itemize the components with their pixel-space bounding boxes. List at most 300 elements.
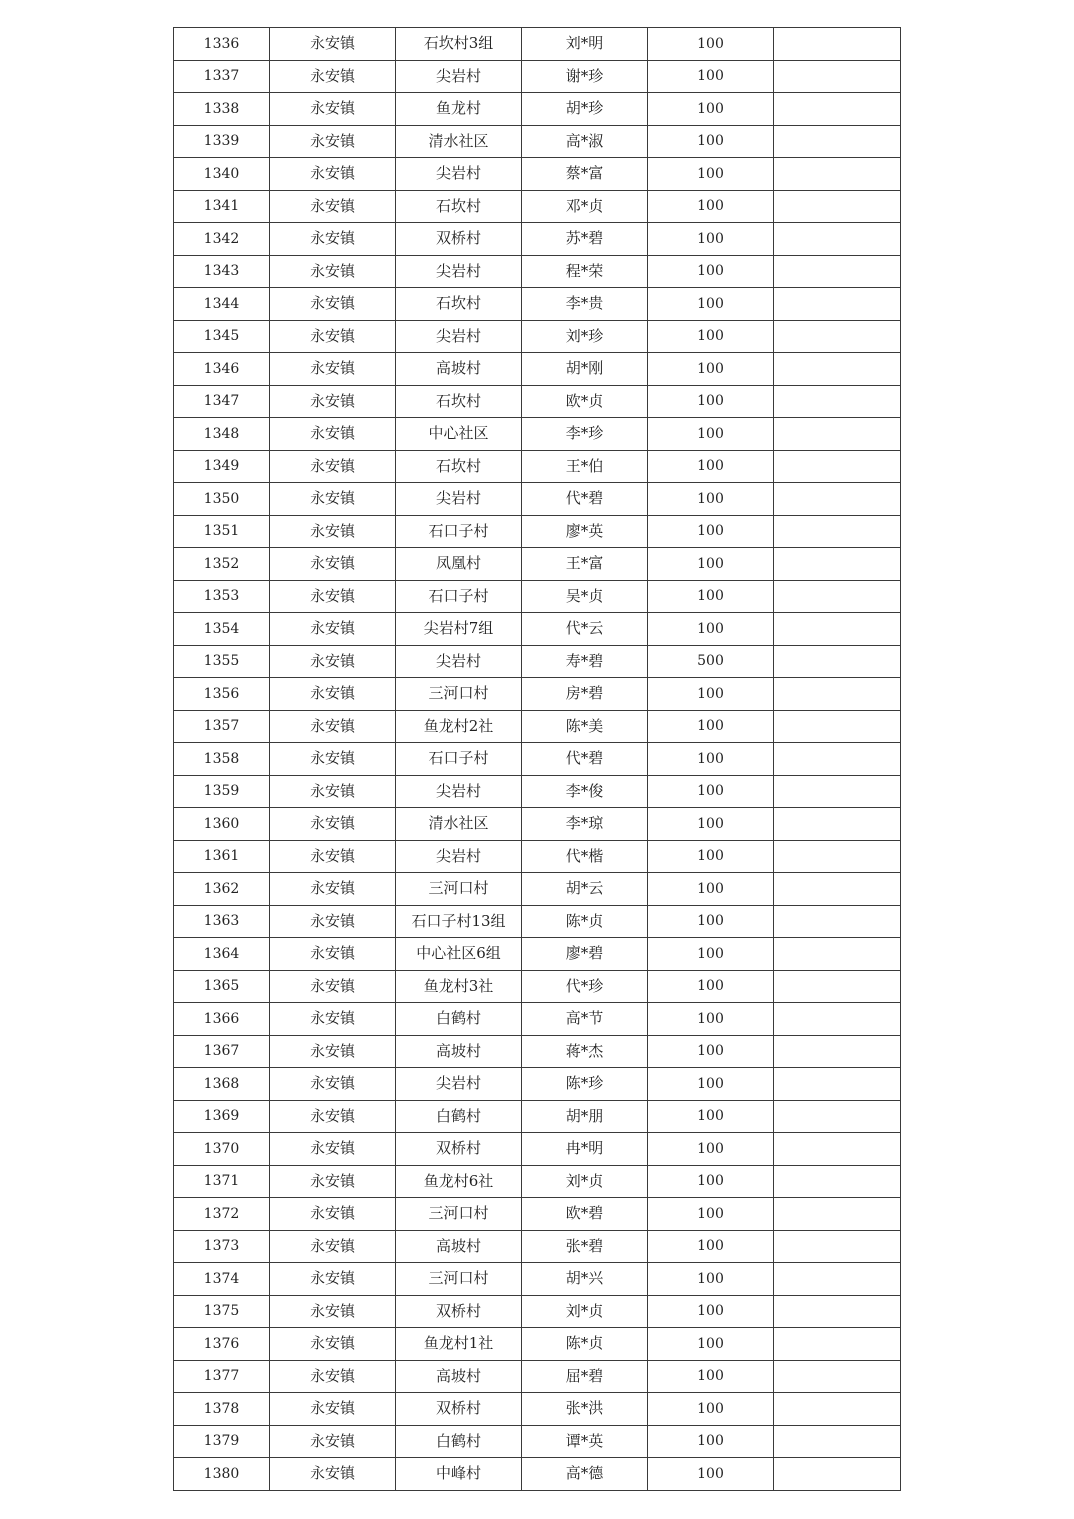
remark-cell: [774, 1328, 901, 1361]
remark-cell: [774, 1295, 901, 1328]
serial-number-cell: 1342: [174, 223, 270, 256]
remark-cell: [774, 385, 901, 418]
village-cell: 石口子村13组: [396, 905, 522, 938]
name-cell: 刘*珍: [522, 320, 648, 353]
table-row: [174, 158, 901, 191]
amount-cell: 100: [648, 190, 774, 223]
town-cell: 永安镇: [270, 1328, 396, 1361]
table-row: [174, 1425, 901, 1458]
village-cell: 鱼龙村3社: [396, 970, 522, 1003]
name-cell: 代*珍: [522, 970, 648, 1003]
table-row: [174, 418, 901, 451]
town-cell: 永安镇: [270, 483, 396, 516]
village-cell: 尖岩村: [396, 775, 522, 808]
table-row: [174, 840, 901, 873]
village-cell: 清水社区: [396, 125, 522, 158]
serial-number-cell: 1367: [174, 1035, 270, 1068]
village-cell: 尖岩村: [396, 483, 522, 516]
amount-cell: 100: [648, 970, 774, 1003]
town-cell: 永安镇: [270, 418, 396, 451]
amount-cell: 100: [648, 1458, 774, 1491]
table-row: [174, 28, 901, 61]
remark-cell: [774, 353, 901, 386]
name-cell: 王*伯: [522, 450, 648, 483]
remark-cell: [774, 1198, 901, 1231]
name-cell: 代*碧: [522, 743, 648, 776]
remark-cell: [774, 1458, 901, 1491]
amount-cell: 100: [648, 580, 774, 613]
village-cell: 尖岩村: [396, 1068, 522, 1101]
name-cell: 吴*贞: [522, 580, 648, 613]
serial-number-cell: 1370: [174, 1133, 270, 1166]
town-cell: 永安镇: [270, 158, 396, 191]
serial-number-cell: 1374: [174, 1263, 270, 1296]
village-cell: 鱼龙村: [396, 93, 522, 126]
name-cell: 张*洪: [522, 1393, 648, 1426]
remark-cell: [774, 873, 901, 906]
amount-cell: 100: [648, 775, 774, 808]
remark-cell: [774, 1035, 901, 1068]
town-cell: 永安镇: [270, 1360, 396, 1393]
town-cell: 永安镇: [270, 125, 396, 158]
town-cell: 永安镇: [270, 873, 396, 906]
remark-cell: [774, 60, 901, 93]
village-cell: 白鹤村: [396, 1003, 522, 1036]
amount-cell: 100: [648, 1328, 774, 1361]
serial-number-cell: 1358: [174, 743, 270, 776]
table-row: [174, 970, 901, 1003]
remark-cell: [774, 125, 901, 158]
amount-cell: 100: [648, 1035, 774, 1068]
remark-cell: [774, 678, 901, 711]
village-cell: 石口子村: [396, 743, 522, 776]
name-cell: 陈*珍: [522, 1068, 648, 1101]
town-cell: 永安镇: [270, 1133, 396, 1166]
name-cell: 刘*贞: [522, 1165, 648, 1198]
name-cell: 陈*贞: [522, 1328, 648, 1361]
village-cell: 鱼龙村2社: [396, 710, 522, 743]
remark-cell: [774, 1230, 901, 1263]
remark-cell: [774, 808, 901, 841]
town-cell: 永安镇: [270, 255, 396, 288]
table-row: [174, 613, 901, 646]
town-cell: 永安镇: [270, 970, 396, 1003]
remark-cell: [774, 320, 901, 353]
town-cell: 永安镇: [270, 1425, 396, 1458]
serial-number-cell: 1376: [174, 1328, 270, 1361]
remark-cell: [774, 158, 901, 191]
name-cell: 代*楷: [522, 840, 648, 873]
village-cell: 石坎村: [396, 288, 522, 321]
serial-number-cell: 1369: [174, 1100, 270, 1133]
serial-number-cell: 1349: [174, 450, 270, 483]
table-row: [174, 1100, 901, 1133]
serial-number-cell: 1380: [174, 1458, 270, 1491]
town-cell: 永安镇: [270, 548, 396, 581]
village-cell: 高坡村: [396, 1035, 522, 1068]
serial-number-cell: 1372: [174, 1198, 270, 1231]
town-cell: 永安镇: [270, 743, 396, 776]
table-row: [174, 483, 901, 516]
village-cell: 高坡村: [396, 353, 522, 386]
village-cell: 白鹤村: [396, 1100, 522, 1133]
village-cell: 中心社区: [396, 418, 522, 451]
village-cell: 鱼龙村1社: [396, 1328, 522, 1361]
name-cell: 胡*云: [522, 873, 648, 906]
table-row: [174, 255, 901, 288]
amount-cell: 100: [648, 1263, 774, 1296]
village-cell: 中心社区6组: [396, 938, 522, 971]
serial-number-cell: 1344: [174, 288, 270, 321]
remark-cell: [774, 1068, 901, 1101]
town-cell: 永安镇: [270, 808, 396, 841]
serial-number-cell: 1345: [174, 320, 270, 353]
remark-cell: [774, 840, 901, 873]
name-cell: 谭*英: [522, 1425, 648, 1458]
amount-cell: 100: [648, 1003, 774, 1036]
village-cell: 高坡村: [396, 1360, 522, 1393]
remark-cell: [774, 1165, 901, 1198]
amount-cell: 100: [648, 255, 774, 288]
table-row: [174, 450, 901, 483]
table-row: [174, 515, 901, 548]
amount-cell: 100: [648, 450, 774, 483]
town-cell: 永安镇: [270, 28, 396, 61]
town-cell: 永安镇: [270, 1295, 396, 1328]
table-row: [174, 320, 901, 353]
table-row: [174, 873, 901, 906]
town-cell: 永安镇: [270, 840, 396, 873]
serial-number-cell: 1364: [174, 938, 270, 971]
village-cell: 三河口村: [396, 678, 522, 711]
name-cell: 高*德: [522, 1458, 648, 1491]
table-row: [174, 1068, 901, 1101]
table-row: [174, 288, 901, 321]
remark-cell: [774, 970, 901, 1003]
town-cell: 永安镇: [270, 288, 396, 321]
name-cell: 代*云: [522, 613, 648, 646]
remark-cell: [774, 288, 901, 321]
amount-cell: 100: [648, 1393, 774, 1426]
remark-cell: [774, 1100, 901, 1133]
name-cell: 胡*兴: [522, 1263, 648, 1296]
name-cell: 寿*碧: [522, 645, 648, 678]
name-cell: 屈*碧: [522, 1360, 648, 1393]
amount-cell: 100: [648, 710, 774, 743]
amount-cell: 100: [648, 223, 774, 256]
name-cell: 冉*明: [522, 1133, 648, 1166]
remark-cell: [774, 515, 901, 548]
table-row: [174, 775, 901, 808]
table-row: [174, 548, 901, 581]
serial-number-cell: 1338: [174, 93, 270, 126]
serial-number-cell: 1348: [174, 418, 270, 451]
town-cell: 永安镇: [270, 1263, 396, 1296]
table-row: [174, 938, 901, 971]
amount-cell: 100: [648, 28, 774, 61]
serial-number-cell: 1351: [174, 515, 270, 548]
table-row: [174, 93, 901, 126]
village-cell: 高坡村: [396, 1230, 522, 1263]
serial-number-cell: 1371: [174, 1165, 270, 1198]
amount-cell: 100: [648, 515, 774, 548]
village-cell: 尖岩村: [396, 255, 522, 288]
village-cell: 尖岩村: [396, 840, 522, 873]
serial-number-cell: 1359: [174, 775, 270, 808]
name-cell: 胡*朋: [522, 1100, 648, 1133]
serial-number-cell: 1373: [174, 1230, 270, 1263]
table-body: [174, 28, 901, 1491]
town-cell: 永安镇: [270, 775, 396, 808]
name-cell: 欧*贞: [522, 385, 648, 418]
town-cell: 永安镇: [270, 1198, 396, 1231]
amount-cell: 100: [648, 1198, 774, 1231]
name-cell: 张*碧: [522, 1230, 648, 1263]
table-row: [174, 60, 901, 93]
village-cell: 双桥村: [396, 223, 522, 256]
remark-cell: [774, 1425, 901, 1458]
town-cell: 永安镇: [270, 60, 396, 93]
village-cell: 双桥村: [396, 1295, 522, 1328]
town-cell: 永安镇: [270, 515, 396, 548]
table-row: [174, 1133, 901, 1166]
town-cell: 永安镇: [270, 710, 396, 743]
village-cell: 石坎村: [396, 385, 522, 418]
table-row: [174, 1295, 901, 1328]
amount-cell: 100: [648, 1425, 774, 1458]
remark-cell: [774, 775, 901, 808]
village-cell: 石坎村3组: [396, 28, 522, 61]
table-row: [174, 1328, 901, 1361]
name-cell: 李*珍: [522, 418, 648, 451]
town-cell: 永安镇: [270, 1035, 396, 1068]
amount-cell: 100: [648, 808, 774, 841]
village-cell: 中峰村: [396, 1458, 522, 1491]
name-cell: 李*俊: [522, 775, 648, 808]
remark-cell: [774, 1003, 901, 1036]
remark-cell: [774, 1263, 901, 1296]
remark-cell: [774, 548, 901, 581]
amount-cell: 100: [648, 1360, 774, 1393]
name-cell: 程*荣: [522, 255, 648, 288]
amount-cell: 100: [648, 1068, 774, 1101]
amount-cell: 100: [648, 873, 774, 906]
table-row: [174, 125, 901, 158]
name-cell: 廖*碧: [522, 938, 648, 971]
town-cell: 永安镇: [270, 190, 396, 223]
remark-cell: [774, 483, 901, 516]
name-cell: 陈*美: [522, 710, 648, 743]
remark-cell: [774, 450, 901, 483]
table-row: [174, 645, 901, 678]
table-row: [174, 190, 901, 223]
remark-cell: [774, 93, 901, 126]
table-row: [174, 743, 901, 776]
name-cell: 李*琼: [522, 808, 648, 841]
serial-number-cell: 1361: [174, 840, 270, 873]
town-cell: 永安镇: [270, 385, 396, 418]
table-row: [174, 1263, 901, 1296]
town-cell: 永安镇: [270, 613, 396, 646]
table-row: [174, 1360, 901, 1393]
serial-number-cell: 1375: [174, 1295, 270, 1328]
name-cell: 蒋*杰: [522, 1035, 648, 1068]
serial-number-cell: 1360: [174, 808, 270, 841]
amount-cell: 100: [648, 613, 774, 646]
amount-cell: 100: [648, 743, 774, 776]
table-row: [174, 1393, 901, 1426]
serial-number-cell: 1362: [174, 873, 270, 906]
amount-cell: 100: [648, 548, 774, 581]
amount-cell: 100: [648, 385, 774, 418]
town-cell: 永安镇: [270, 223, 396, 256]
remark-cell: [774, 190, 901, 223]
table-row: [174, 385, 901, 418]
amount-cell: 100: [648, 678, 774, 711]
name-cell: 陈*贞: [522, 905, 648, 938]
town-cell: 永安镇: [270, 1165, 396, 1198]
serial-number-cell: 1339: [174, 125, 270, 158]
town-cell: 永安镇: [270, 1068, 396, 1101]
village-cell: 尖岩村: [396, 320, 522, 353]
amount-cell: 100: [648, 1133, 774, 1166]
town-cell: 永安镇: [270, 1230, 396, 1263]
name-cell: 谢*珍: [522, 60, 648, 93]
serial-number-cell: 1377: [174, 1360, 270, 1393]
village-cell: 鱼龙村6社: [396, 1165, 522, 1198]
village-cell: 三河口村: [396, 1263, 522, 1296]
name-cell: 王*富: [522, 548, 648, 581]
serial-number-cell: 1340: [174, 158, 270, 191]
remark-cell: [774, 1360, 901, 1393]
village-cell: 石口子村: [396, 580, 522, 613]
town-cell: 永安镇: [270, 353, 396, 386]
village-cell: 尖岩村: [396, 60, 522, 93]
table-row: [174, 353, 901, 386]
amount-cell: 100: [648, 60, 774, 93]
serial-number-cell: 1352: [174, 548, 270, 581]
amount-cell: 100: [648, 1230, 774, 1263]
town-cell: 永安镇: [270, 1458, 396, 1491]
village-cell: 石口子村: [396, 515, 522, 548]
table-row: [174, 223, 901, 256]
remark-cell: [774, 645, 901, 678]
table-row: [174, 1230, 901, 1263]
village-cell: 尖岩村7组: [396, 613, 522, 646]
village-cell: 双桥村: [396, 1393, 522, 1426]
amount-cell: 100: [648, 418, 774, 451]
table-row: [174, 1003, 901, 1036]
remark-cell: [774, 223, 901, 256]
remark-cell: [774, 418, 901, 451]
town-cell: 永安镇: [270, 905, 396, 938]
village-cell: 凤凰村: [396, 548, 522, 581]
remark-cell: [774, 1133, 901, 1166]
amount-cell: 100: [648, 125, 774, 158]
serial-number-cell: 1363: [174, 905, 270, 938]
village-cell: 清水社区: [396, 808, 522, 841]
amount-cell: 100: [648, 938, 774, 971]
town-cell: 永安镇: [270, 678, 396, 711]
remark-cell: [774, 255, 901, 288]
serial-number-cell: 1365: [174, 970, 270, 1003]
name-cell: 欧*碧: [522, 1198, 648, 1231]
table-row: [174, 808, 901, 841]
amount-cell: 100: [648, 353, 774, 386]
village-cell: 双桥村: [396, 1133, 522, 1166]
remark-cell: [774, 938, 901, 971]
town-cell: 永安镇: [270, 645, 396, 678]
name-cell: 邓*贞: [522, 190, 648, 223]
amount-cell: 100: [648, 905, 774, 938]
amount-cell: 100: [648, 1165, 774, 1198]
name-cell: 代*碧: [522, 483, 648, 516]
serial-number-cell: 1368: [174, 1068, 270, 1101]
town-cell: 永安镇: [270, 580, 396, 613]
name-cell: 李*贵: [522, 288, 648, 321]
amount-cell: 100: [648, 158, 774, 191]
town-cell: 永安镇: [270, 1003, 396, 1036]
remark-cell: [774, 905, 901, 938]
serial-number-cell: 1353: [174, 580, 270, 613]
name-cell: 刘*贞: [522, 1295, 648, 1328]
amount-cell: 100: [648, 483, 774, 516]
serial-number-cell: 1350: [174, 483, 270, 516]
serial-number-cell: 1343: [174, 255, 270, 288]
table-row: [174, 1458, 901, 1491]
serial-number-cell: 1337: [174, 60, 270, 93]
serial-number-cell: 1355: [174, 645, 270, 678]
table-row: [174, 905, 901, 938]
town-cell: 永安镇: [270, 93, 396, 126]
name-cell: 苏*碧: [522, 223, 648, 256]
table-row: [174, 1165, 901, 1198]
amount-cell: 100: [648, 1100, 774, 1133]
serial-number-cell: 1347: [174, 385, 270, 418]
name-cell: 蔡*富: [522, 158, 648, 191]
table-row: [174, 1035, 901, 1068]
serial-number-cell: 1341: [174, 190, 270, 223]
amount-cell: 100: [648, 840, 774, 873]
name-cell: 廖*英: [522, 515, 648, 548]
village-cell: 三河口村: [396, 873, 522, 906]
name-cell: 胡*珍: [522, 93, 648, 126]
serial-number-cell: 1357: [174, 710, 270, 743]
table-row: [174, 580, 901, 613]
amount-cell: 100: [648, 320, 774, 353]
town-cell: 永安镇: [270, 1100, 396, 1133]
serial-number-cell: 1366: [174, 1003, 270, 1036]
amount-cell: 100: [648, 1295, 774, 1328]
serial-number-cell: 1378: [174, 1393, 270, 1426]
remark-cell: [774, 580, 901, 613]
town-cell: 永安镇: [270, 320, 396, 353]
remark-cell: [774, 1393, 901, 1426]
village-cell: 石坎村: [396, 450, 522, 483]
village-cell: 石坎村: [396, 190, 522, 223]
remark-cell: [774, 710, 901, 743]
name-cell: 高*淑: [522, 125, 648, 158]
table-row: [174, 678, 901, 711]
name-cell: 胡*刚: [522, 353, 648, 386]
serial-number-cell: 1356: [174, 678, 270, 711]
amount-cell: 100: [648, 288, 774, 321]
town-cell: 永安镇: [270, 938, 396, 971]
remark-cell: [774, 743, 901, 776]
donation-list-table: [173, 27, 901, 1491]
serial-number-cell: 1346: [174, 353, 270, 386]
village-cell: 尖岩村: [396, 645, 522, 678]
